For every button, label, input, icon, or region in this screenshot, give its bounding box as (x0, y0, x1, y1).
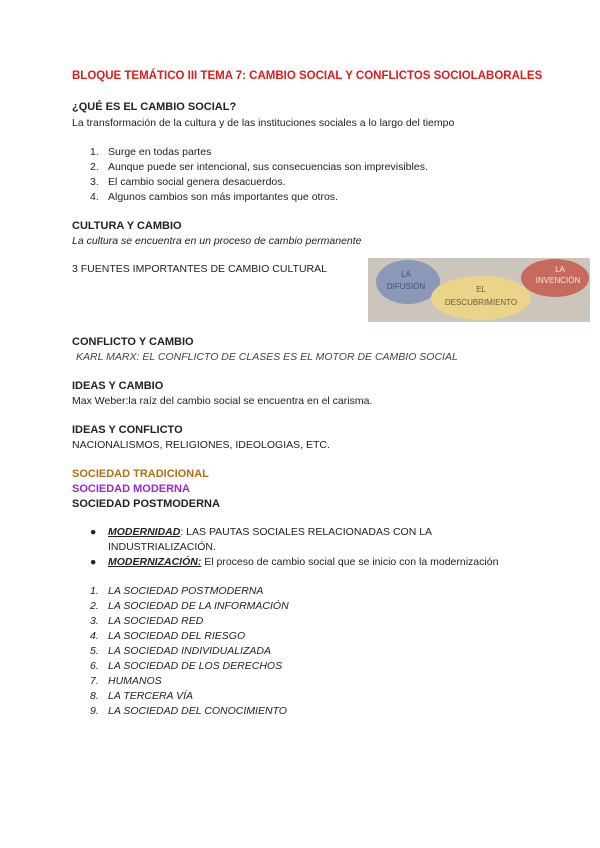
heading-ideas-y-conflicto: IDEAS Y CONFLICTO (72, 424, 183, 436)
weber-text: Max Weber:la raíz del cambio social se encuentra en el carisma. (72, 395, 373, 407)
list-item: 1. Surge en todas partes (90, 146, 212, 158)
difusion-label-1: LA (401, 270, 411, 279)
sociedad-moderna: SOCIEDAD MODERNA (72, 483, 190, 495)
marx-text: KARL MARX: EL CONFLICTO DE CLASES ES EL MOTOR DE CAMBIO SOCIAL (76, 351, 458, 363)
heading-ideas-y-cambio: IDEAS Y CAMBIO (72, 380, 164, 392)
cultural-change-diagram (368, 258, 590, 322)
bullet-icon: ● (90, 526, 97, 538)
list-item: 4. LA SOCIEDAD DEL RIESGO (90, 630, 246, 642)
list-item: 4. Algunos cambios son más importantes que otros. (90, 191, 338, 203)
modernidad-bullets (90, 525, 540, 570)
cultura-subtitle: La cultura se encuentra en un proceso de cambio permanente (72, 235, 362, 247)
list-item: 3. El cambio social genera desacuerdos. (90, 176, 286, 188)
list-item: 9. LA SOCIEDAD DEL CONOCIMIENTO (90, 705, 287, 717)
definition-text: La transformación de la cultura y de las instituciones sociales a lo largo del tiempo (72, 117, 455, 129)
bullet-icon: ● (90, 556, 97, 568)
sociedad-tradicional: SOCIEDAD TRADICIONAL (72, 468, 209, 480)
list-item: 3. LA SOCIEDAD RED (90, 615, 204, 627)
heading-que-es-cambio-social: ¿QUÉ ES EL CAMBIO SOCIAL? (72, 101, 237, 113)
heading-cultura-y-cambio: CULTURA Y CAMBIO (72, 220, 182, 232)
list-item: 2. Aunque puede ser intencional, sus consecuencias son imprevisibles. (90, 161, 428, 173)
ideas-conflicto-text: NACIONALISMOS, RELIGIONES, IDEOLOGIAS, ETC. (72, 439, 330, 451)
cambio-social-list (90, 145, 428, 205)
list-item: 1. LA SOCIEDAD POSTMODERNA (90, 585, 264, 597)
postmodern-list (90, 584, 289, 719)
difusion-label-2: DIFUSIÓN (386, 282, 426, 291)
heading-conflicto-y-cambio: CONFLICTO Y CAMBIO (72, 336, 194, 348)
document-title: BLOQUE TEMÁTICO III TEMA 7: CAMBIO SOCIAL Y CONFLICTOS SOCIOLABORALES (72, 70, 543, 82)
sociedad-postmoderna: SOCIEDAD POSTMODERNA (72, 498, 220, 510)
fuentes-label: 3 FUENTES IMPORTANTES DE CAMBIO CULTURAL (72, 263, 327, 275)
descubrimiento-label-1: EL (476, 285, 486, 294)
invencion-label-2: INVENCIÓN (535, 276, 581, 285)
list-item: ● MODERNIZACIÓN: El proceso de cambio social que se inicio con la modernización (90, 556, 499, 568)
list-item: 2. LA SOCIEDAD DE LA INFORMACIÓN (90, 600, 289, 612)
descubrimiento-label-2: DESCUBRIMIENTO (444, 298, 518, 307)
list-item: 5. LA SOCIEDAD INDIVIDUALIZADA (90, 645, 271, 657)
list-item: ● MODERNIDAD: LAS PAUTAS SOCIALES RELACIONADAS CON LA INDUSTRIALIZACIÓN. (90, 526, 432, 553)
invencion-label-1: LA (555, 265, 565, 274)
list-item: 6. LA SOCIEDAD DE LOS DERECHOS (90, 660, 283, 672)
list-item: 8. LA TERCERA VÍA (90, 690, 193, 702)
list-item: 7. HUMANOS (90, 675, 162, 687)
